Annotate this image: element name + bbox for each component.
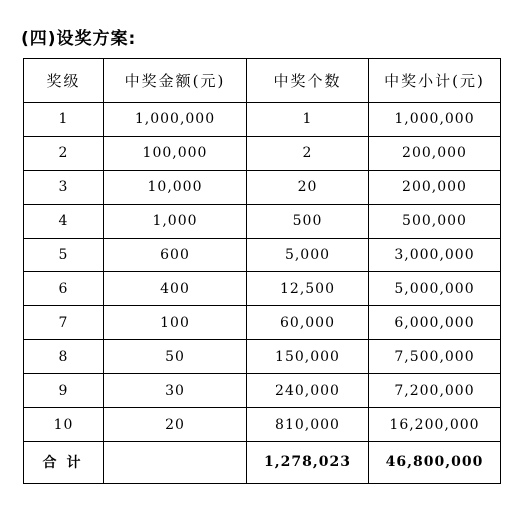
cell-level: 9 xyxy=(24,374,104,408)
cell-count: 5,000 xyxy=(247,238,369,272)
table-row xyxy=(24,136,501,170)
cell-count: 150,000 xyxy=(247,340,369,374)
cell-count: 12,500 xyxy=(247,272,369,306)
cell-amount: 1,000,000 xyxy=(104,102,247,136)
prize-table xyxy=(23,58,501,484)
cell-amount: 100,000 xyxy=(104,136,247,170)
cell-subtotal: 16,200,000 xyxy=(369,408,501,442)
cell-level: 1 xyxy=(24,102,104,136)
cell-amount: 600 xyxy=(104,238,247,272)
cell-subtotal: 5,000,000 xyxy=(369,272,501,306)
total-subtotal: 46,800,000 xyxy=(369,441,501,483)
cell-level: 3 xyxy=(24,170,104,204)
header-cell-subtotal: 中奖小计(元) xyxy=(369,59,501,103)
cell-level: 2 xyxy=(24,136,104,170)
cell-count: 20 xyxy=(247,170,369,204)
cell-subtotal: 6,000,000 xyxy=(369,306,501,340)
cell-amount: 50 xyxy=(104,340,247,374)
cell-level: 10 xyxy=(24,408,104,442)
cell-amount: 20 xyxy=(104,408,247,442)
cell-level: 4 xyxy=(24,204,104,238)
cell-count: 2 xyxy=(247,136,369,170)
cell-count: 1 xyxy=(247,102,369,136)
total-amount xyxy=(104,441,247,483)
total-row xyxy=(24,441,501,483)
cell-count: 810,000 xyxy=(247,408,369,442)
cell-subtotal: 7,500,000 xyxy=(369,340,501,374)
table-header-row xyxy=(24,59,501,103)
section-heading: (四)设奖方案: xyxy=(21,29,137,49)
cell-amount: 400 xyxy=(104,272,247,306)
cell-amount: 100 xyxy=(104,306,247,340)
cell-level: 5 xyxy=(24,238,104,272)
header-cell-amount: 中奖金额(元) xyxy=(104,59,247,103)
total-count: 1,278,023 xyxy=(247,441,369,483)
cell-subtotal: 3,000,000 xyxy=(369,238,501,272)
cell-subtotal: 7,200,000 xyxy=(369,374,501,408)
cell-subtotal: 200,000 xyxy=(369,136,501,170)
cell-count: 500 xyxy=(247,204,369,238)
cell-level: 7 xyxy=(24,306,104,340)
total-label: 合计 xyxy=(24,441,104,483)
table-row xyxy=(24,306,501,340)
cell-amount: 30 xyxy=(104,374,247,408)
header-cell-count: 中奖个数 xyxy=(247,59,369,103)
cell-count: 60,000 xyxy=(247,306,369,340)
table-row xyxy=(24,170,501,204)
table-row xyxy=(24,102,501,136)
cell-amount: 1,000 xyxy=(104,204,247,238)
table-row xyxy=(24,272,501,306)
table-row xyxy=(24,204,501,238)
table-row xyxy=(24,238,501,272)
cell-subtotal: 200,000 xyxy=(369,170,501,204)
cell-subtotal: 1,000,000 xyxy=(369,102,501,136)
table-row xyxy=(24,374,501,408)
table-row xyxy=(24,340,501,374)
cell-subtotal: 500,000 xyxy=(369,204,501,238)
table-row xyxy=(24,408,501,442)
cell-count: 240,000 xyxy=(247,374,369,408)
cell-level: 8 xyxy=(24,340,104,374)
cell-level: 6 xyxy=(24,272,104,306)
header-cell-level: 奖级 xyxy=(24,59,104,103)
cell-amount: 10,000 xyxy=(104,170,247,204)
